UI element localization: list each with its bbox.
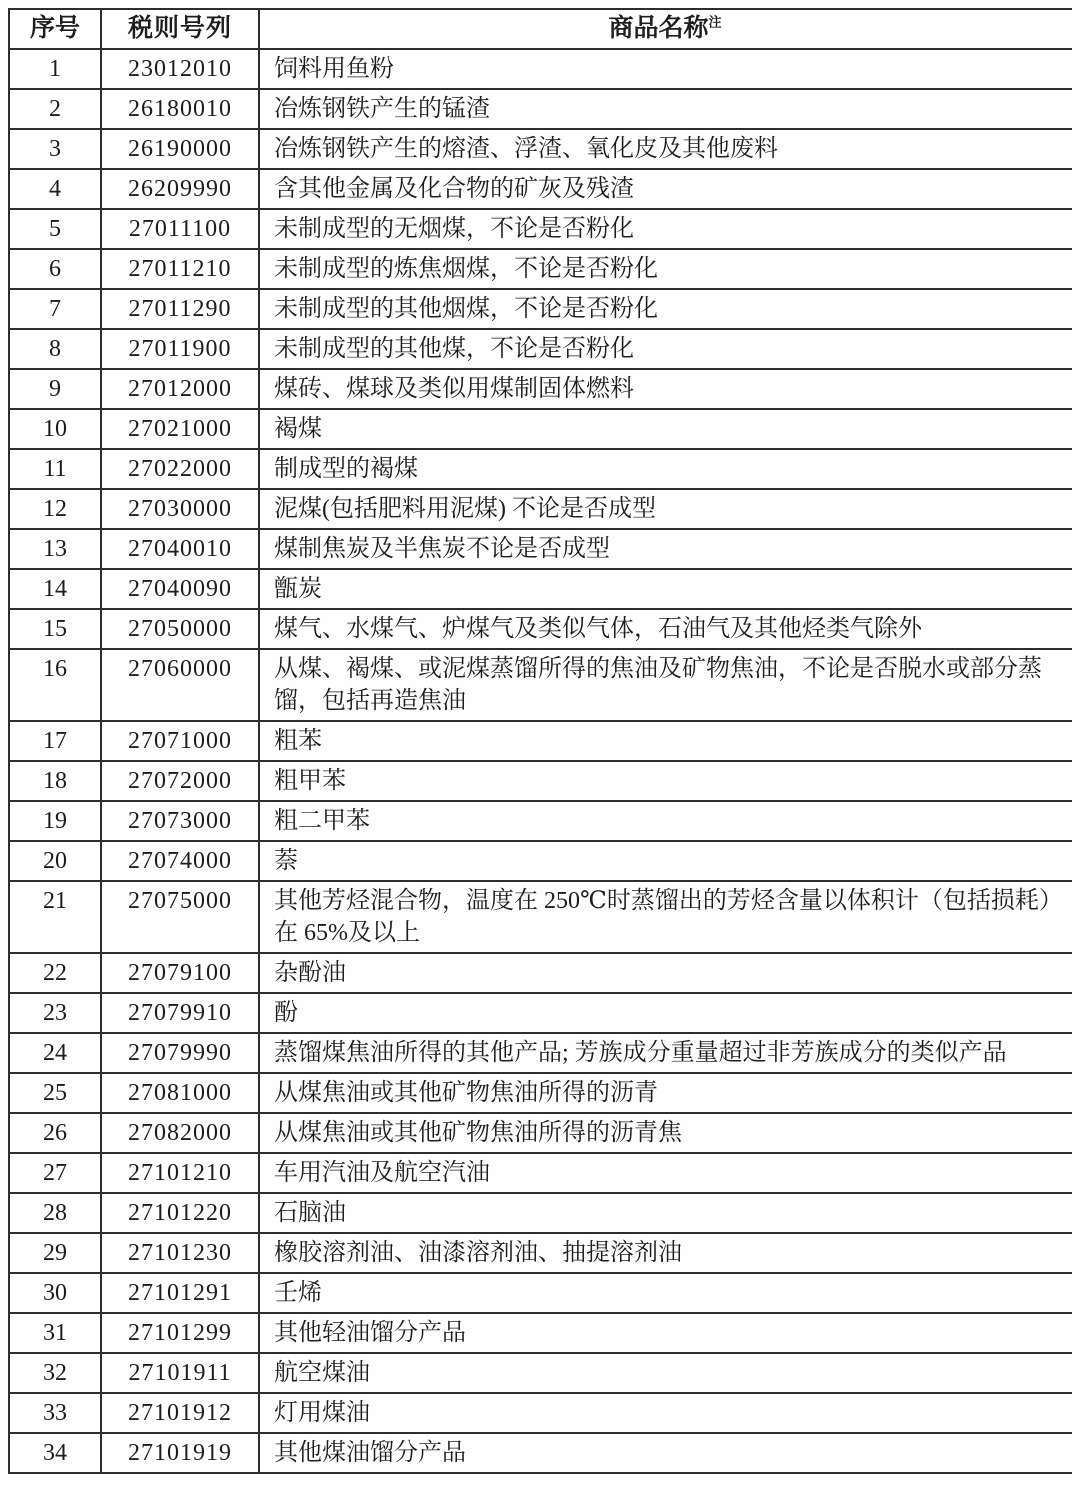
name-cell: 粗二甲苯 <box>259 801 1072 841</box>
name-cell: 未制成型的无烟煤，不论是否粉化 <box>259 209 1072 249</box>
serial-cell: 8 <box>9 329 101 369</box>
table-row <box>9 569 1072 609</box>
name-cell: 冶炼钢铁产生的熔渣、浮渣、氧化皮及其他废料 <box>259 129 1072 169</box>
serial-cell: 4 <box>9 169 101 209</box>
name-cell: 饲料用鱼粉 <box>259 49 1072 89</box>
table-row <box>9 1193 1072 1233</box>
serial-cell: 30 <box>9 1273 101 1313</box>
code-cell: 23012010 <box>101 49 259 89</box>
serial-cell: 3 <box>9 129 101 169</box>
name-cell: 煤砖、煤球及类似用煤制固体燃料 <box>259 369 1072 409</box>
header-serial: 序号 <box>9 9 101 49</box>
table-row <box>9 169 1072 209</box>
name-cell: 煤制焦炭及半焦炭不论是否成型 <box>259 529 1072 569</box>
table-row <box>9 1273 1072 1313</box>
table-row <box>9 1073 1072 1113</box>
code-cell: 26190000 <box>101 129 259 169</box>
table-row <box>9 1393 1072 1433</box>
serial-cell: 25 <box>9 1073 101 1113</box>
serial-cell: 19 <box>9 801 101 841</box>
code-cell: 27079910 <box>101 993 259 1033</box>
name-cell: 未制成型的炼焦烟煤，不论是否粉化 <box>259 249 1072 289</box>
code-cell: 27101919 <box>101 1433 259 1473</box>
code-cell: 27101291 <box>101 1273 259 1313</box>
header-row <box>9 9 1072 49</box>
header-code: 税则号列 <box>101 9 259 49</box>
name-cell: 壬烯 <box>259 1273 1072 1313</box>
code-cell: 27074000 <box>101 841 259 881</box>
table-row <box>9 249 1072 289</box>
table-row <box>9 489 1072 529</box>
name-cell: 橡胶溶剂油、油漆溶剂油、抽提溶剂油 <box>259 1233 1072 1273</box>
tariff-table <box>8 8 1072 1474</box>
serial-cell: 13 <box>9 529 101 569</box>
code-cell: 27079990 <box>101 1033 259 1073</box>
code-cell: 27060000 <box>101 649 259 721</box>
name-cell: 甑炭 <box>259 569 1072 609</box>
serial-cell: 22 <box>9 953 101 993</box>
name-cell: 杂酚油 <box>259 953 1072 993</box>
table-body <box>9 49 1072 1473</box>
code-cell: 27011210 <box>101 249 259 289</box>
name-cell: 泥煤(包括肥料用泥煤) 不论是否成型 <box>259 489 1072 529</box>
table-row <box>9 841 1072 881</box>
table-row <box>9 449 1072 489</box>
code-cell: 27075000 <box>101 881 259 953</box>
name-cell: 含其他金属及化合物的矿灰及残渣 <box>259 169 1072 209</box>
serial-cell: 27 <box>9 1153 101 1193</box>
name-cell: 酚 <box>259 993 1072 1033</box>
code-cell: 27040090 <box>101 569 259 609</box>
code-cell: 27022000 <box>101 449 259 489</box>
serial-cell: 21 <box>9 881 101 953</box>
table-row <box>9 89 1072 129</box>
table-header <box>9 9 1072 49</box>
table-row <box>9 1113 1072 1153</box>
table-row <box>9 953 1072 993</box>
serial-cell: 24 <box>9 1033 101 1073</box>
name-cell: 航空煤油 <box>259 1353 1072 1393</box>
code-cell: 27040010 <box>101 529 259 569</box>
name-cell: 其他煤油馏分产品 <box>259 1433 1072 1473</box>
code-cell: 27071000 <box>101 721 259 761</box>
name-cell: 粗苯 <box>259 721 1072 761</box>
table-row <box>9 1233 1072 1273</box>
serial-cell: 1 <box>9 49 101 89</box>
code-cell: 27073000 <box>101 801 259 841</box>
code-cell: 26180010 <box>101 89 259 129</box>
code-cell: 27021000 <box>101 409 259 449</box>
table-row <box>9 1033 1072 1073</box>
name-cell: 灯用煤油 <box>259 1393 1072 1433</box>
serial-cell: 11 <box>9 449 101 489</box>
serial-cell: 33 <box>9 1393 101 1433</box>
serial-cell: 17 <box>9 721 101 761</box>
code-cell: 27079100 <box>101 953 259 993</box>
table-row <box>9 609 1072 649</box>
serial-cell: 15 <box>9 609 101 649</box>
code-cell: 27012000 <box>101 369 259 409</box>
name-cell: 石脑油 <box>259 1193 1072 1233</box>
name-cell: 粗甲苯 <box>259 761 1072 801</box>
serial-cell: 12 <box>9 489 101 529</box>
code-cell: 27050000 <box>101 609 259 649</box>
code-cell: 27101230 <box>101 1233 259 1273</box>
serial-cell: 28 <box>9 1193 101 1233</box>
table-row <box>9 761 1072 801</box>
table-row <box>9 209 1072 249</box>
code-cell: 27072000 <box>101 761 259 801</box>
table-row <box>9 529 1072 569</box>
table-row <box>9 1313 1072 1353</box>
name-cell: 蒸馏煤焦油所得的其他产品; 芳族成分重量超过非芳族成分的类似产品 <box>259 1033 1072 1073</box>
table-row <box>9 289 1072 329</box>
code-cell: 27081000 <box>101 1073 259 1113</box>
serial-cell: 6 <box>9 249 101 289</box>
table-row <box>9 721 1072 761</box>
name-cell: 萘 <box>259 841 1072 881</box>
code-cell: 27011290 <box>101 289 259 329</box>
serial-cell: 18 <box>9 761 101 801</box>
table-row <box>9 49 1072 89</box>
header-name <box>259 9 1072 49</box>
name-cell: 冶炼钢铁产生的锰渣 <box>259 89 1072 129</box>
header-name-label: 商品名称 <box>608 15 709 42</box>
name-cell: 其他轻油馏分产品 <box>259 1313 1072 1353</box>
table-row <box>9 1353 1072 1393</box>
code-cell: 27101210 <box>101 1153 259 1193</box>
header-note-superscript: 注 <box>708 14 722 30</box>
code-cell: 27101911 <box>101 1353 259 1393</box>
serial-cell: 29 <box>9 1233 101 1273</box>
code-cell: 27011900 <box>101 329 259 369</box>
serial-cell: 23 <box>9 993 101 1033</box>
name-cell: 从煤、褐煤、或泥煤蒸馏所得的焦油及矿物焦油，不论是否脱水或部分蒸馏，包括再造焦油 <box>259 649 1072 721</box>
name-cell: 褐煤 <box>259 409 1072 449</box>
code-cell: 27101912 <box>101 1393 259 1433</box>
table-row <box>9 329 1072 369</box>
serial-cell: 34 <box>9 1433 101 1473</box>
table-row <box>9 129 1072 169</box>
table-row <box>9 1153 1072 1193</box>
serial-cell: 10 <box>9 409 101 449</box>
serial-cell: 26 <box>9 1113 101 1153</box>
table-row <box>9 369 1072 409</box>
name-cell: 从煤焦油或其他矿物焦油所得的沥青 <box>259 1073 1072 1113</box>
name-cell: 煤气、水煤气、炉煤气及类似气体，石油气及其他烃类气除外 <box>259 609 1072 649</box>
code-cell: 26209990 <box>101 169 259 209</box>
serial-cell: 20 <box>9 841 101 881</box>
table-row <box>9 409 1072 449</box>
name-cell: 制成型的褐煤 <box>259 449 1072 489</box>
code-cell: 27030000 <box>101 489 259 529</box>
serial-cell: 9 <box>9 369 101 409</box>
table-row <box>9 649 1072 721</box>
name-cell: 未制成型的其他煤，不论是否粉化 <box>259 329 1072 369</box>
serial-cell: 31 <box>9 1313 101 1353</box>
name-cell: 其他芳烃混合物，温度在 250℃时蒸馏出的芳烃含量以体积计（包括损耗）在 65%及以上 <box>259 881 1072 953</box>
table-row <box>9 881 1072 953</box>
table-row <box>9 1433 1072 1473</box>
code-cell: 27011100 <box>101 209 259 249</box>
code-cell: 27101299 <box>101 1313 259 1353</box>
name-cell: 未制成型的其他烟煤，不论是否粉化 <box>259 289 1072 329</box>
table-row <box>9 801 1072 841</box>
name-cell: 从煤焦油或其他矿物焦油所得的沥青焦 <box>259 1113 1072 1153</box>
serial-cell: 32 <box>9 1353 101 1393</box>
code-cell: 27082000 <box>101 1113 259 1153</box>
name-cell: 车用汽油及航空汽油 <box>259 1153 1072 1193</box>
code-cell: 27101220 <box>101 1193 259 1233</box>
serial-cell: 5 <box>9 209 101 249</box>
serial-cell: 14 <box>9 569 101 609</box>
serial-cell: 7 <box>9 289 101 329</box>
serial-cell: 2 <box>9 89 101 129</box>
serial-cell: 16 <box>9 649 101 721</box>
table-row <box>9 993 1072 1033</box>
